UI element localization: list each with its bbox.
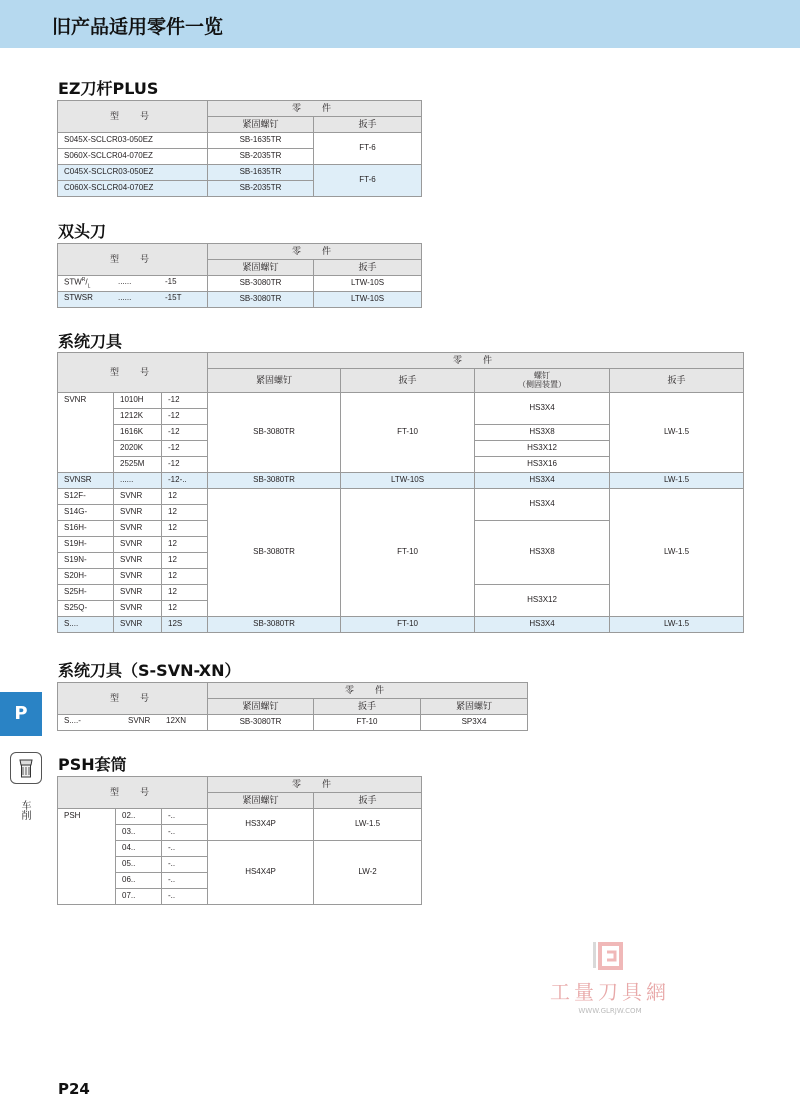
model-part-3: -.. (162, 857, 208, 873)
wrench-cell: LTW-10S (314, 292, 422, 308)
page-number: P24 (58, 1080, 90, 1098)
side-screw-cell: HS3X12 (475, 585, 610, 617)
wrench-cell: LTW-10S (314, 276, 422, 292)
model-part-2: 1010H (114, 393, 162, 409)
model-part-3: -.. (162, 873, 208, 889)
header-wrench: 扳手 (314, 699, 421, 715)
model-part-1 (58, 825, 116, 841)
model-part-1: S19N- (58, 553, 114, 569)
model-part-2: SVNR (114, 601, 162, 617)
model-part-1 (58, 441, 114, 457)
header-wrench: 扳手 (314, 260, 422, 276)
wrench2-cell: LW-1.5 (610, 617, 744, 633)
model-prefix: STW (64, 277, 82, 287)
side-screw-cell: HS3X12 (475, 441, 610, 457)
screw-cell: SB-3080TR (208, 715, 314, 731)
header-clamp-screw: 紧固螺钉 (208, 260, 314, 276)
model-sup: R (81, 277, 86, 283)
side-screw-cell: HS3X8 (475, 521, 610, 585)
header-model: 型 号 (58, 101, 208, 133)
model-mid: SVNR (128, 716, 151, 725)
model-cell (58, 292, 208, 308)
watermark-url: WWW.GLRJW.COM (578, 1007, 642, 1015)
model-cell: S060X-SCLCR04-070EZ (58, 149, 208, 165)
side-screw-cell: HS3X4 (475, 489, 610, 521)
header-clamp-screw: 紧固螺钉 (208, 369, 341, 393)
side-screw-cell: HS3X8 (475, 425, 610, 441)
model-part-2: ...... (114, 473, 162, 489)
model-part-1: S20H- (58, 569, 114, 585)
model-part-3: 12 (162, 537, 208, 553)
model-cell: C060X-SCLCR04-070EZ (58, 181, 208, 197)
screw-cell: HS4X4P (208, 841, 314, 905)
header-model: 型 号 (58, 244, 208, 276)
model-part-1 (58, 425, 114, 441)
wrench2-cell: LW-1.5 (610, 473, 744, 489)
model-part-2: SVNR (114, 553, 162, 569)
header-clamp-screw: 紧固螺钉 (208, 117, 314, 133)
model-part-3: 12 (162, 489, 208, 505)
model-part-3: 12 (162, 521, 208, 537)
header-parts: 零 件 (208, 101, 422, 117)
header-clamp-screw: 紧固螺钉 (208, 699, 314, 715)
model-prefix: STWSR (64, 293, 93, 302)
model-part-2: 2020K (114, 441, 162, 457)
section-title-ez: EZ刀杆PLUS (58, 79, 159, 98)
model-part-1 (58, 873, 116, 889)
model-prefix: S....- (64, 716, 81, 725)
model-part-1 (58, 857, 116, 873)
header-side-screw-line1: 螺钉 (534, 371, 551, 381)
header-wrench: 扳手 (314, 117, 422, 133)
model-part-1: PSH (58, 809, 116, 825)
turning-insert-icon (10, 752, 42, 784)
table-psh (57, 776, 422, 905)
header-clamp-screw-2: 紧固螺钉 (421, 699, 528, 715)
wrench2-cell: LW-1.5 (610, 393, 744, 473)
table-svnxn (57, 682, 528, 731)
model-sub: L (87, 283, 91, 290)
model-suffix: -15T (165, 293, 182, 302)
screw-cell: SB-1635TR (208, 133, 314, 149)
model-part-2: SVNR (114, 505, 162, 521)
wrench-cell: LW-2 (314, 841, 422, 905)
model-part-3: -12 (162, 409, 208, 425)
screw-cell: SB-3080TR (208, 276, 314, 292)
screw-cell: SB-3080TR (208, 393, 341, 473)
model-part-1: S25Q- (58, 601, 114, 617)
model-part-2: 03.. (116, 825, 162, 841)
model-mid: ...... (118, 293, 132, 302)
model-part-3: -12 (162, 457, 208, 473)
screw-cell: SB-2035TR (208, 149, 314, 165)
model-part-2: 2525M (114, 457, 162, 473)
model-part-3: 12 (162, 569, 208, 585)
header-wrench-2: 扳手 (610, 369, 744, 393)
model-part-1: SVNR (58, 393, 114, 409)
screw-cell: HS3X4P (208, 809, 314, 841)
model-part-3: -12 (162, 393, 208, 409)
screw-cell: SB-2035TR (208, 181, 314, 197)
model-part-1: S19H- (58, 537, 114, 553)
watermark-logo-icon (585, 940, 635, 972)
model-part-3: 12 (162, 601, 208, 617)
model-cell: C045X-SCLCR03-050EZ (58, 165, 208, 181)
model-part-2: SVNR (114, 489, 162, 505)
model-part-2: SVNR (114, 537, 162, 553)
screw-cell: SB-3080TR (208, 489, 341, 617)
side-screw-cell: HS3X4 (475, 617, 610, 633)
wrench-cell: FT-10 (341, 617, 475, 633)
model-cell: S045X-SCLCR03-050EZ (58, 133, 208, 149)
model-mid: ...... (118, 277, 132, 286)
model-part-3: -12 (162, 441, 208, 457)
model-part-3: -12-.. (162, 473, 208, 489)
model-part-3: 12S (162, 617, 208, 633)
model-part-1: S25H- (58, 585, 114, 601)
header-parts: 零 件 (208, 777, 422, 793)
section-title-psh: PSH套筒 (58, 755, 127, 774)
wrench-cell: FT-10 (314, 715, 421, 731)
model-part-1: S12F- (58, 489, 114, 505)
model-part-2: 06.. (116, 873, 162, 889)
model-part-2: SVNR (114, 521, 162, 537)
table-double (57, 243, 422, 308)
model-part-2: 05.. (116, 857, 162, 873)
wrench2-cell: LW-1.5 (610, 489, 744, 617)
header-model: 型 号 (58, 353, 208, 393)
model-part-1: S16H- (58, 521, 114, 537)
side-screw-cell: HS3X4 (475, 393, 610, 425)
model-suffix: 12XN (166, 716, 187, 725)
table-ez (57, 100, 422, 197)
model-suffix: -15 (165, 277, 177, 286)
side-screw-cell: HS3X4 (475, 473, 610, 489)
model-part-3: -12 (162, 425, 208, 441)
model-part-1: S.... (58, 617, 114, 633)
header-clamp-screw: 紧固螺钉 (208, 793, 314, 809)
model-part-1: S14G- (58, 505, 114, 521)
section-title-svnxn: 系统刀具（S-SVN-XN） (58, 661, 241, 680)
model-part-1 (58, 457, 114, 473)
header-model: 型 号 (58, 777, 208, 809)
watermark (540, 940, 680, 1015)
sidebar-category-text: 车削 (19, 800, 30, 820)
model-part-1 (58, 889, 116, 905)
header-side-screw (475, 369, 610, 393)
wrench-cell: FT-10 (341, 489, 475, 617)
header-side-screw-line2: （侧固装置） (518, 379, 567, 389)
watermark-brand: 工量刀具網 (550, 980, 670, 1004)
page-title: 旧产品适用零件一览 (52, 16, 224, 38)
model-part-1: SVNSR (58, 473, 114, 489)
header-wrench: 扳手 (314, 793, 422, 809)
model-part-3: 12 (162, 585, 208, 601)
model-cell: $STW^R/_L$ ...... -15 (58, 276, 208, 292)
wrench-cell: FT-10 (341, 393, 475, 473)
section-tab-p[interactable]: P (0, 692, 42, 736)
wrench-cell: LTW-10S (341, 473, 475, 489)
model-part-1 (58, 409, 114, 425)
screw-cell: SB-3080TR (208, 617, 341, 633)
header-wrench: 扳手 (341, 369, 475, 393)
header-parts: 零 件 (208, 244, 422, 260)
model-part-2: 04.. (116, 841, 162, 857)
section-title-double: 双头刀 (58, 222, 107, 241)
model-part-3: -.. (162, 825, 208, 841)
model-part-1 (58, 841, 116, 857)
screw-cell: SB-3080TR (208, 292, 314, 308)
model-part-2: 1616K (114, 425, 162, 441)
clamp2-cell: SP3X4 (421, 715, 528, 731)
model-part-2: 1212K (114, 409, 162, 425)
model-part-3: -.. (162, 889, 208, 905)
model-part-3: -.. (162, 809, 208, 825)
wrench-cell: FT-6 (314, 133, 422, 165)
header-parts: 零 件 (208, 353, 744, 369)
side-screw-cell: HS3X16 (475, 457, 610, 473)
screw-cell: SB-1635TR (208, 165, 314, 181)
header-parts: 零 件 (208, 683, 528, 699)
section-title-system: 系统刀具 (58, 332, 123, 351)
screw-cell: SB-3080TR (208, 473, 341, 489)
header-model: 型 号 (58, 683, 208, 715)
model-part-2: SVNR (114, 569, 162, 585)
model-cell (58, 715, 208, 731)
model-part-2: 02.. (116, 809, 162, 825)
wrench-cell: LW-1.5 (314, 809, 422, 841)
model-part-2: SVNR (114, 617, 162, 633)
model-part-3: 12 (162, 553, 208, 569)
page-header (0, 0, 800, 48)
table-system (57, 352, 744, 633)
wrench-cell: FT-6 (314, 165, 422, 197)
model-part-3: 12 (162, 505, 208, 521)
model-part-2: 07.. (116, 889, 162, 905)
model-part-2: SVNR (114, 585, 162, 601)
model-part-3: -.. (162, 841, 208, 857)
